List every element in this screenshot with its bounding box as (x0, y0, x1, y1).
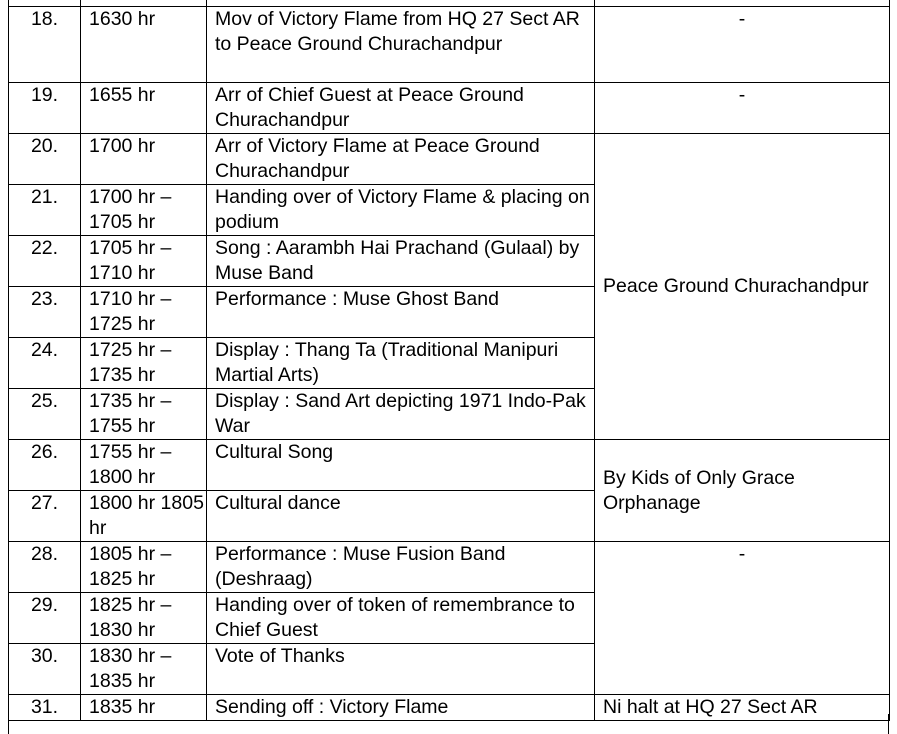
serial-number: 26. (9, 440, 81, 491)
serial-number: 18. (9, 7, 81, 83)
event-cell: Vote of Thanks (207, 644, 595, 695)
table-continuation (8, 714, 889, 734)
serial-number: 23. (9, 287, 81, 338)
time-cell: 1805 hr – 1825 hr (81, 542, 207, 593)
time-cell: 1655 hr (81, 83, 207, 134)
serial-number: 21. (9, 185, 81, 236)
event-cell: Sending off : Victory Flame (207, 695, 595, 721)
serial-number: 20. (9, 134, 81, 185)
event-cell: Arr of Chief Guest at Peace Ground Churachandpur (207, 83, 595, 134)
schedule-table (8, 0, 890, 721)
event-cell: Handing over of Victory Flame & placing on podium (207, 185, 595, 236)
venue-cell-kids: By Kids of Only Grace Orphanage (595, 440, 890, 542)
serial-number: 22. (9, 236, 81, 287)
time-cell: 1700 hr (81, 134, 207, 185)
time-cell: 1725 hr – 1735 hr (81, 338, 207, 389)
time-cell: 1710 hr – 1725 hr (81, 287, 207, 338)
serial-number: 19. (9, 83, 81, 134)
time-cell: 1800 hr 1805 hr (81, 491, 207, 542)
venue-cell-dash: - (595, 542, 890, 695)
serial-number: 24. (9, 338, 81, 389)
table-row (9, 134, 890, 185)
time-cell: 1705 hr – 1710 hr (81, 236, 207, 287)
time-cell: 1700 hr – 1705 hr (81, 185, 207, 236)
time-cell: 1835 hr (81, 695, 207, 721)
table-row (9, 7, 890, 83)
time-cell: 1735 hr – 1755 hr (81, 389, 207, 440)
event-cell: Performance : Muse Fusion Band (Deshraag) (207, 542, 595, 593)
event-cell: Arr of Victory Flame at Peace Ground Churachandpur (207, 134, 595, 185)
venue-cell: Ni halt at HQ 27 Sect AR (595, 695, 890, 721)
table-row (9, 83, 890, 134)
time-cell: 1825 hr – 1830 hr (81, 593, 207, 644)
serial-number: 25. (9, 389, 81, 440)
event-cell: Performance : Muse Ghost Band (207, 287, 595, 338)
serial-number: 28. (9, 542, 81, 593)
event-cell: Display : Sand Art depicting 1971 Indo-Pak War (207, 389, 595, 440)
venue-cell: - (595, 7, 890, 83)
table-row (9, 440, 890, 491)
event-cell: Cultural Song (207, 440, 595, 491)
time-cell: 1630 hr (81, 7, 207, 83)
event-cell: Display : Thang Ta (Traditional Manipuri Martial Arts) (207, 338, 595, 389)
serial-number: 29. (9, 593, 81, 644)
event-cell: Handing over of token of remembrance to Chief Guest (207, 593, 595, 644)
time-cell: 1755 hr – 1800 hr (81, 440, 207, 491)
serial-number: 31. (9, 695, 81, 721)
event-cell: Cultural dance (207, 491, 595, 542)
table-row (9, 542, 890, 593)
event-cell: Song : Aarambh Hai Prachand (Gulaal) by Muse Band (207, 236, 595, 287)
time-cell: 1830 hr – 1835 hr (81, 644, 207, 695)
event-cell: Mov of Victory Flame from HQ 27 Sect AR to Peace Ground Churachandpur (207, 7, 595, 83)
venue-cell-peace-ground: Peace Ground Churachandpur (595, 134, 890, 440)
serial-number: 27. (9, 491, 81, 542)
venue-cell: - (595, 83, 890, 134)
serial-number: 30. (9, 644, 81, 695)
